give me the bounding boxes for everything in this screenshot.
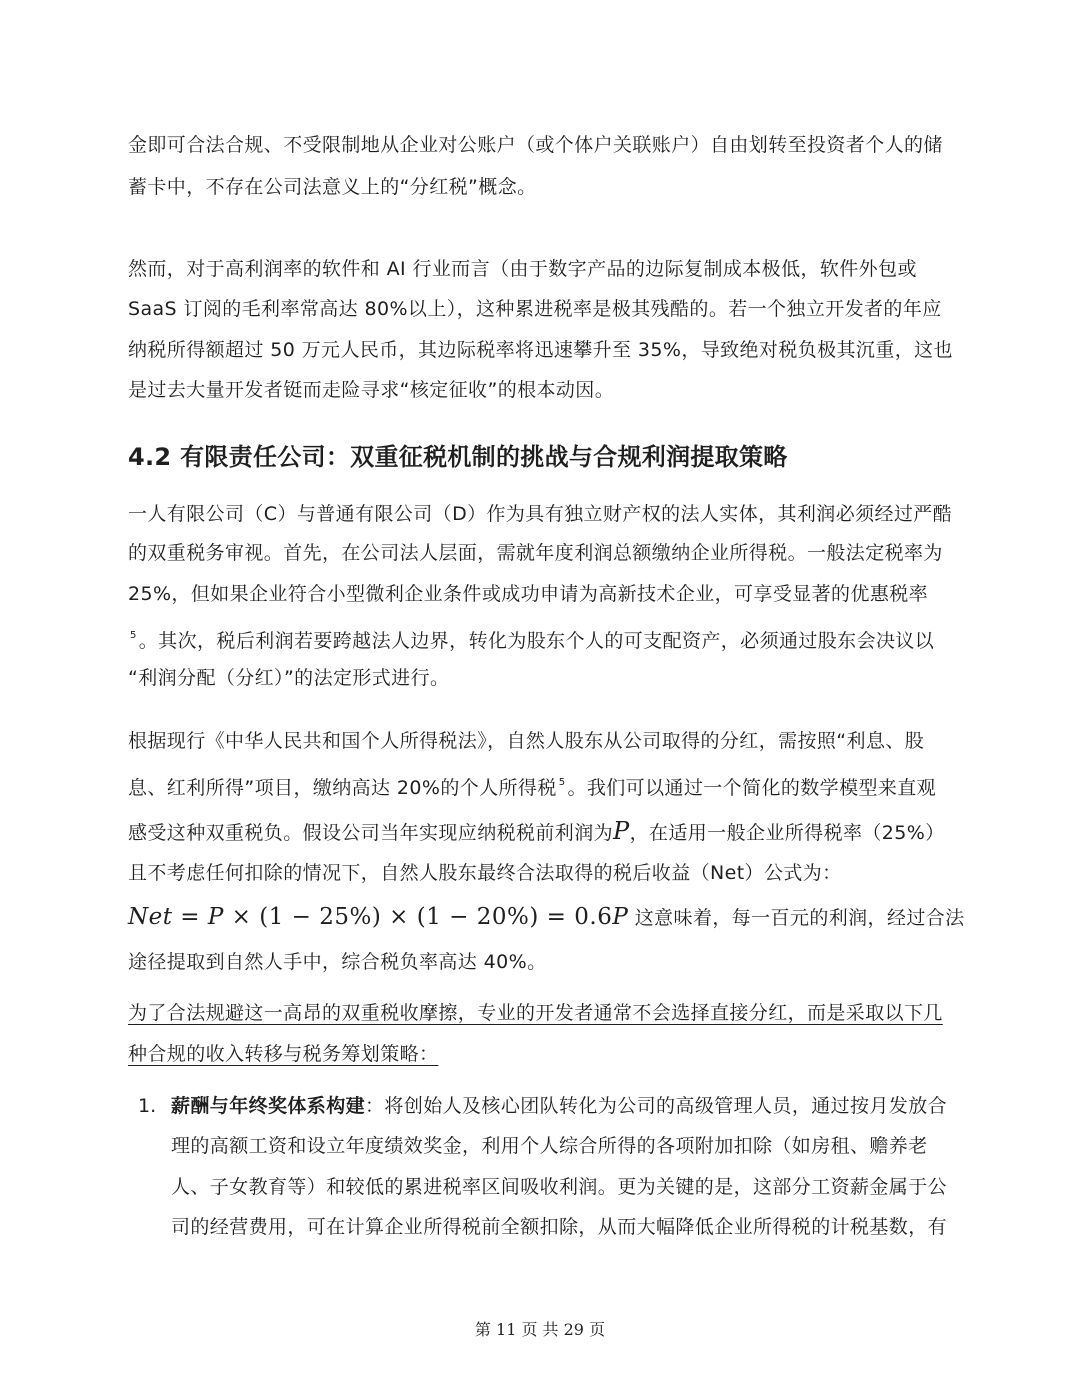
list-item-marker: 1. (138, 1095, 157, 1117)
para2-line2: SaaS 订阅的毛利率常高达 80%以上），这种累进税率是极其残酷的。若一个独立开发者的年应 (128, 298, 942, 320)
para3-line4 (128, 623, 934, 654)
footnote-ref[interactable]: 5 (130, 630, 137, 641)
para3-line2: 的双重税务审视。首先，在公司法人层面，需就年度利润总额缴纳企业所得税。一般法定税率为 (128, 542, 943, 564)
para5-line2: 种合规的收入转移与税务筹划策略： (128, 1043, 439, 1065)
para4-line3-text-a: 感受这种双重税负。假设公司当年实现应纳税税前利润为 (128, 822, 614, 844)
para4-line6: 途径提取到自然人手中，综合税负率高达 40%。 (128, 951, 547, 973)
para4-line3 (128, 818, 945, 846)
para1-line1: 金即可合法合规、不受限制地从企业对公账户（或个体户关联账户）自由划转至投资者个人的储 (128, 134, 943, 156)
para1-line2: 蓄卡中，不存在公司法意义上的“分红税”概念。 (128, 176, 537, 198)
para4-line1: 根据现行《中华人民共和国个人所得税法》，自然人股东从公司取得的分红，需按照“利息、股 (128, 730, 925, 752)
list-item-1-line4: 司的经营费用，可在计算企业所得税前全额扣除，从而大幅降低企业所得税的计税基数，有 (171, 1216, 948, 1238)
math-variable-p: P (613, 817, 630, 845)
para3-line4-text: 。其次，税后利润若要跨越法人边界，转化为股东个人的可支配资产，必须通过股东会决议以 (138, 630, 935, 652)
para4-line2-text-a: 息、红利所得”项目，缴纳高达 20%的个人所得税 (128, 777, 557, 799)
para3-line1: 一人有限公司（C）与普通有限公司（D）作为具有独立财产权的法人实体，其利润必须经过严酷 (128, 503, 953, 525)
para4-line3-text-b: ，在适用一般企业所得税率（25%） (629, 822, 945, 844)
list-item-1-line3: 人、子女教育等）和较低的累进税率区间吸收利润。更为关键的是，这部分工资薪金属于公 (171, 1176, 948, 1198)
para4-line2 (128, 770, 936, 801)
footnote-ref[interactable]: 5 (558, 777, 566, 788)
para2-line1: 然而，对于高利润率的软件和 AI 行业而言（由于数字产品的边际复制成本极低，软件外包或 (128, 258, 917, 280)
list-item-1-line1-text: ：将创始人及核心团队转化为公司的高级管理人员，通过按月发放合 (365, 1095, 948, 1117)
para5-line1-wrap (128, 1000, 943, 1026)
para2-line3: 纳税所得额超过 50 万元人民币，其边际税率将迅速攀升至 35%，导致绝对税负极其沉重，这也 (128, 339, 953, 361)
para4-line2-text-b: 。我们可以通过一个简化的数学模型来直观 (567, 777, 937, 799)
para4-line5-text: 这意味着，每一百元的利润，经过合法 (628, 907, 965, 929)
list-item-1-line1 (171, 1093, 947, 1119)
section-heading: 4.2 有限责任公司：双重征税机制的挑战与合规利润提取策略 (128, 443, 788, 471)
para5-line1: 为了合法规避这一高昂的双重税收摩擦，专业的开发者通常不会选择直接分红，而是采取以下几 (128, 1002, 943, 1024)
para5-line2-wrap (128, 1041, 438, 1067)
list-item-1-title: 薪酬与年终奖体系构建 (171, 1095, 366, 1117)
para4-line4: 且不考虑任何扣除的情况下，自然人股东最终合法取得的税后收益（Net）公式为： (128, 862, 842, 884)
net-formula: Net = P × (1 − 25%) × (1 − 20%) = 0.6P (128, 904, 629, 930)
para2-line4: 是过去大量开发者铤而走险寻求“核定征收”的根本动因。 (128, 379, 615, 401)
para4-formula-line (128, 904, 965, 931)
list-item-1-line2: 理的高额工资和设立年度绩效奖金，利用个人综合所得的各项附加扣除（如房租、赡养老 (171, 1135, 928, 1157)
page-number-footer: 第 11 页 共 29 页 (474, 1320, 606, 1339)
para3-line3: 25%，但如果企业符合小型微利企业条件或成功申请为高新技术企业，可享受显著的优惠税率 (128, 583, 929, 605)
para3-line5: “利润分配（分红）”的法定形式进行。 (128, 667, 450, 689)
